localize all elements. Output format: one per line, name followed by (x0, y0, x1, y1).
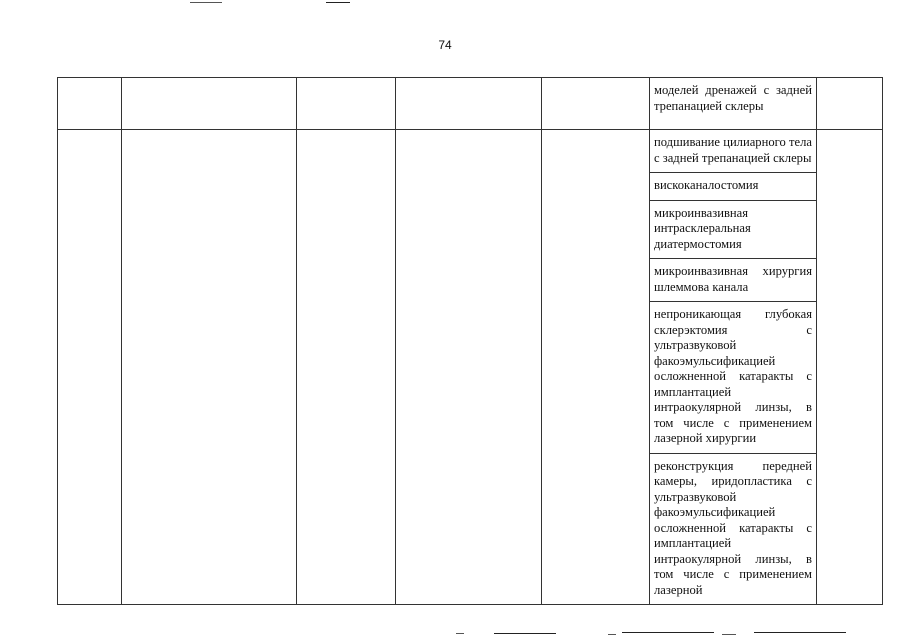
procedure-list (650, 130, 816, 604)
table-cell-empty (58, 78, 122, 130)
scan-artifact (326, 2, 350, 3)
table-row (58, 130, 883, 605)
scan-artifact (608, 634, 616, 635)
list-item: микроинвазивная интрасклеральная диатермостомия (650, 201, 816, 260)
procedures-table (57, 77, 883, 605)
list-item: микроинвазивная хирургия шлеммова канала (650, 259, 816, 302)
list-item: реконструкция передней камеры, иридопластика с ультразвуковой факоэмульсификацией осложненной катаракты с имплантацией интраокулярной линзы, в том числе с применением лазерной (654, 458, 812, 597)
table-cell-empty (817, 130, 883, 605)
scan-artifact (754, 632, 846, 633)
table-cell-empty (396, 78, 542, 130)
scan-artifact (722, 634, 736, 635)
list-item: подшивание цилиарного тела с задней трепанацией склеры (650, 130, 816, 173)
procedure-list-cell (650, 130, 817, 605)
scan-artifact (190, 2, 222, 3)
list-item: вискоканалостомия (650, 173, 816, 201)
table-cell-empty (122, 130, 297, 605)
page-number: 74 (438, 38, 452, 52)
table-cell-empty (122, 78, 297, 130)
table-cell-empty (542, 78, 650, 130)
scan-artifact (622, 632, 714, 633)
table-cell-empty (58, 130, 122, 605)
table-row (58, 78, 883, 130)
procedure-cell: моделей дренажей с задней трепанацией склеры (650, 78, 817, 130)
scan-artifact (494, 633, 556, 634)
scan-artifact (456, 633, 464, 634)
table-cell-empty (297, 130, 396, 605)
list-item: непроникающая глубокая склерэктомия с ультразвуковой факоэмульсификацией осложненной катаракты с имплантацией интраокулярной линзы, в том числе с применением лазерной хирургии (650, 302, 816, 454)
table-cell-empty (396, 130, 542, 605)
table-cell-empty (297, 78, 396, 130)
table-cell-empty (542, 130, 650, 605)
table-cell-empty (817, 78, 883, 130)
